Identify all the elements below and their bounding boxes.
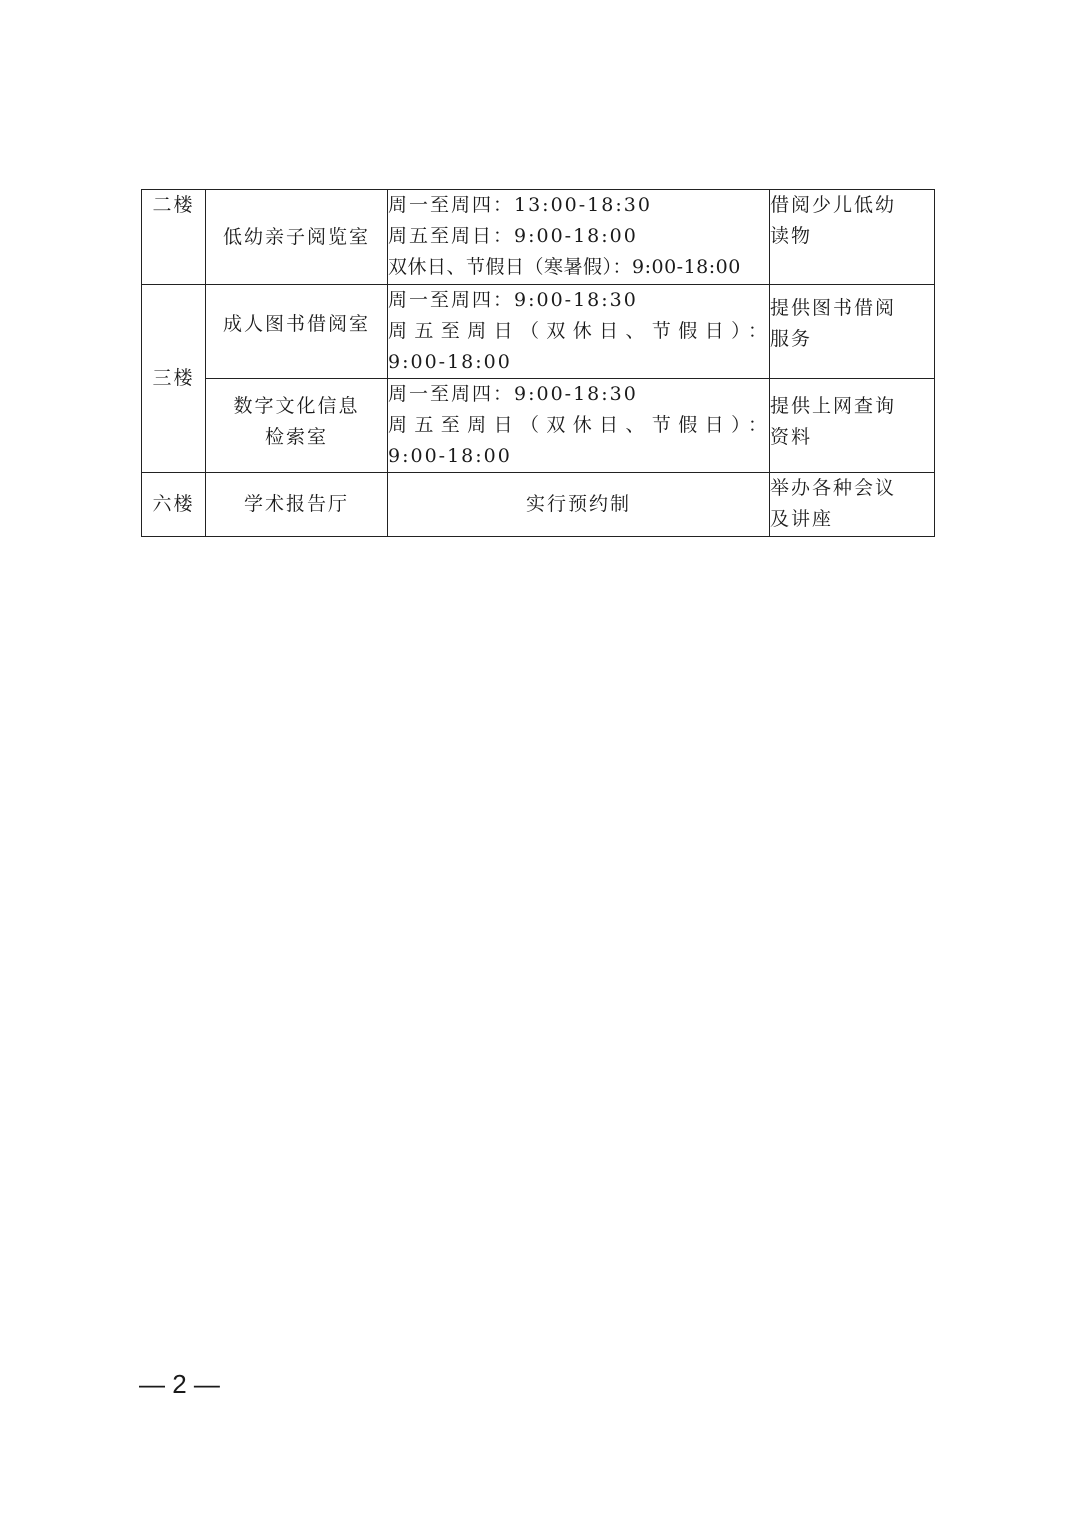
table-row [142,190,935,285]
service-cell [770,473,935,537]
room-cell [206,285,388,379]
service-line: 资料 [770,426,813,448]
service-cell [770,190,935,285]
hours-line: 周五至周日（双休日、节假日）： [388,320,769,342]
floor-cell [142,285,206,473]
hours-cell [388,473,770,537]
floor-cell [142,190,206,285]
room-name: 成人图书借阅室 [222,313,370,335]
service-line: 及讲座 [770,508,834,530]
hours-line: 双休日、节假日（寒暑假）：9:00-18:00 [388,256,741,278]
hours-line: 周五至周日（双休日、节假日）： [388,414,769,436]
floor-label: 二楼 [152,194,195,216]
room-name: 学术报告厅 [243,493,349,515]
hours-line: 周五至周日：9:00-18:00 [388,225,638,247]
floor-cell [142,473,206,537]
table-row [142,379,935,473]
floor-label: 三楼 [152,367,195,389]
hours-line: 周一至周四：9:00-18:30 [388,289,638,311]
table-row [142,285,935,379]
room-name-line: 数字文化信息 [233,395,360,417]
hours-line: 9:00-18:00 [388,351,512,373]
service-line: 借阅少儿低幼 [770,194,897,216]
service-line: 读物 [770,225,813,247]
room-cell [206,379,388,473]
room-cell [206,473,388,537]
room-cell [206,190,388,285]
library-schedule-table [141,189,935,537]
table-row [142,473,935,537]
service-line: 提供图书借阅 [770,297,897,319]
room-name: 低幼亲子阅览室 [222,225,370,248]
hours-cell [388,285,770,379]
hours-line: 周一至周四：9:00-18:30 [388,383,638,405]
room-name-line: 检索室 [264,426,328,448]
service-line: 举办各种会议 [770,477,897,499]
service-cell [770,379,935,473]
hours-line: 周一至周四：13:00-18:30 [388,194,652,216]
floor-label: 六楼 [152,493,195,515]
service-cell [770,285,935,379]
hours-cell [388,190,770,285]
hours-cell [388,379,770,473]
hours-line: 实行预约制 [525,493,631,515]
hours-line: 9:00-18:00 [388,445,512,467]
page-number: — 2 — [139,1369,220,1399]
service-line: 提供上网查询 [770,395,897,417]
service-line: 服务 [770,328,813,350]
